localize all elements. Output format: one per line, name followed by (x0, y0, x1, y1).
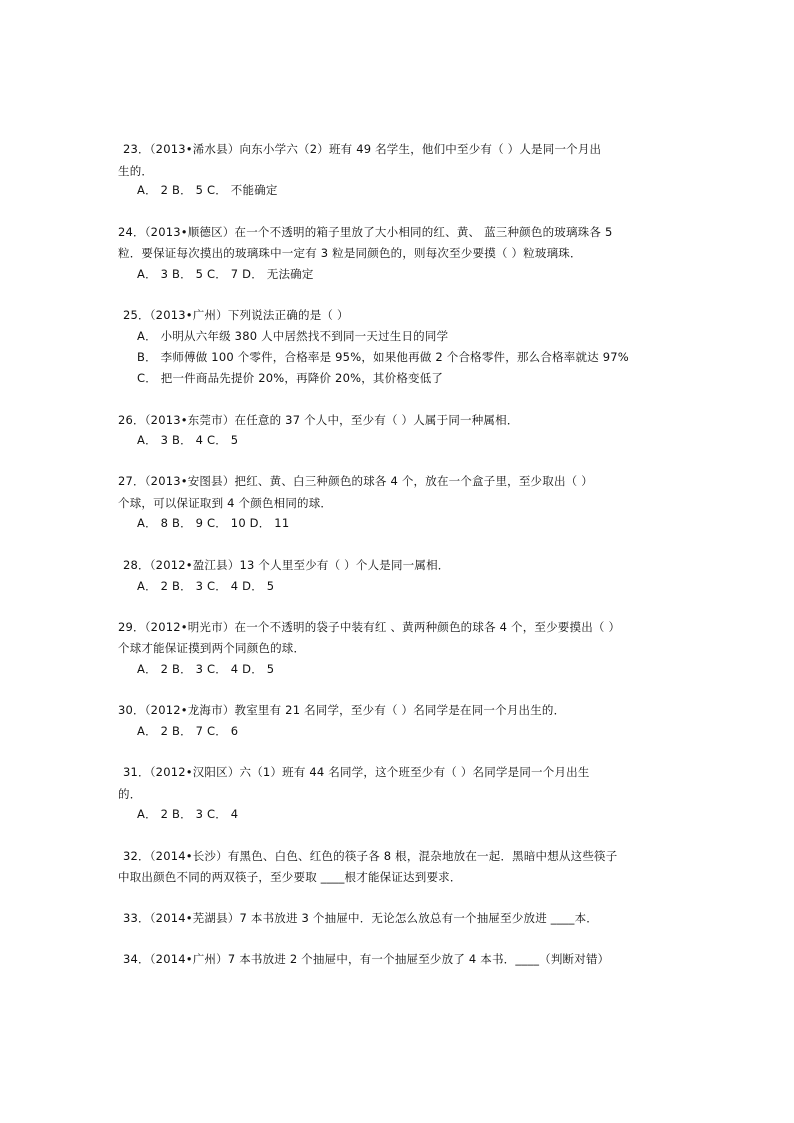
question-text: 的． (118, 787, 142, 801)
answer-options: A． 2 B． 7 C． 6 (137, 724, 239, 738)
answer-option-a: A． 小明从六年级 380 人中居然找不到同一天过生日的同学 (137, 329, 449, 343)
answer-options: A． 2 B． 3 C． 4 D． 5 (137, 662, 275, 676)
question-text: 33．（2014•芜湖县）7 本书放进 3 个抽屉中．无论怎么放总有一个抽屉至少放进 ____本． (123, 911, 598, 925)
question-text: 粒．要保证每次摸出的玻璃珠中一定有 3 粒是同颜色的，则每次至少要摸（ ）粒玻璃珠． (118, 246, 582, 260)
question-text: 30．（2012•龙海市）教室里有 21 名同学，至少有（ ）名同学是在同一个月出生的． (118, 703, 566, 717)
question-text: 25．（2013•广州）下列说法正确的是（ ） (123, 308, 349, 322)
question-text: 生的． (118, 164, 154, 178)
question-text: 个球才能保证摸到两个同颜色的球． (118, 641, 306, 655)
question-text: 23．（2013•浠水县）向东小学六（2）班有 49 名学生，他们中至少有（ ）人是同一个月出 (123, 142, 602, 156)
question-text: 29．（2012•明光市）在一个不透明的袋子中装有红 、黄两种颜色的球各 4 个，至少要摸出（ ） (118, 620, 621, 634)
answer-options: A． 2 B． 5 C． 不能确定 (137, 183, 278, 197)
question-text: 34．（2014•广州）7 本书放进 2 个抽屉中，有一个抽屉至少放了 4 本书．____（判断对错） (123, 952, 610, 966)
question-text: 31．（2012•汉阳区）六（1）班有 44 名同学，这个班至少有（ ）名同学是同一个月出生 (123, 765, 590, 779)
answer-options: A． 2 B． 3 C． 4 (137, 807, 239, 821)
question-text: 24．（2013•顺德区）在一个不透明的箱子里放了大小相同的红、黄、 蓝三种颜色的玻璃珠各 5 (118, 225, 613, 239)
answer-option-b: B． 李师傅做 100 个零件，合格率是 95%，如果他再做 2 个合格零件，那么合格率就达 97% (137, 350, 629, 364)
question-text: 26．（2013•东莞市）在任意的 37 个人中，至少有（ ）人属于同一种属相． (118, 413, 519, 427)
answer-options: A． 3 B． 5 C． 7 D． 无法确定 (137, 267, 314, 281)
question-text: 32．（2014•长沙）有黑色、白色、红色的筷子各 8 根，混杂地放在一起．黑暗中想从这些筷子 (123, 849, 618, 863)
question-text: 中取出颜色不同的两双筷子，至少要取 ____根才能保证达到要求． (118, 870, 462, 884)
answer-option-c: C． 把一件商品先提价 20%，再降价 20%，其价格变低了 (137, 371, 444, 385)
answer-options: A． 3 B． 4 C． 5 (137, 433, 239, 447)
answer-options: A． 8 B． 9 C． 10 D． 11 (137, 516, 290, 530)
question-text: 27．（2013•安图县）把红、黄、白三种颜色的球各 4 个，放在一个盒子里，至少取出（ ） (118, 474, 593, 488)
question-text: 28．（2012•盈江县）13 个人里至少有（ ）个人是同一属相． (123, 558, 450, 572)
question-text: 个球，可以保证取到 4 个颜色相同的球． (118, 496, 333, 510)
answer-options: A． 2 B． 3 C． 4 D． 5 (137, 579, 275, 593)
